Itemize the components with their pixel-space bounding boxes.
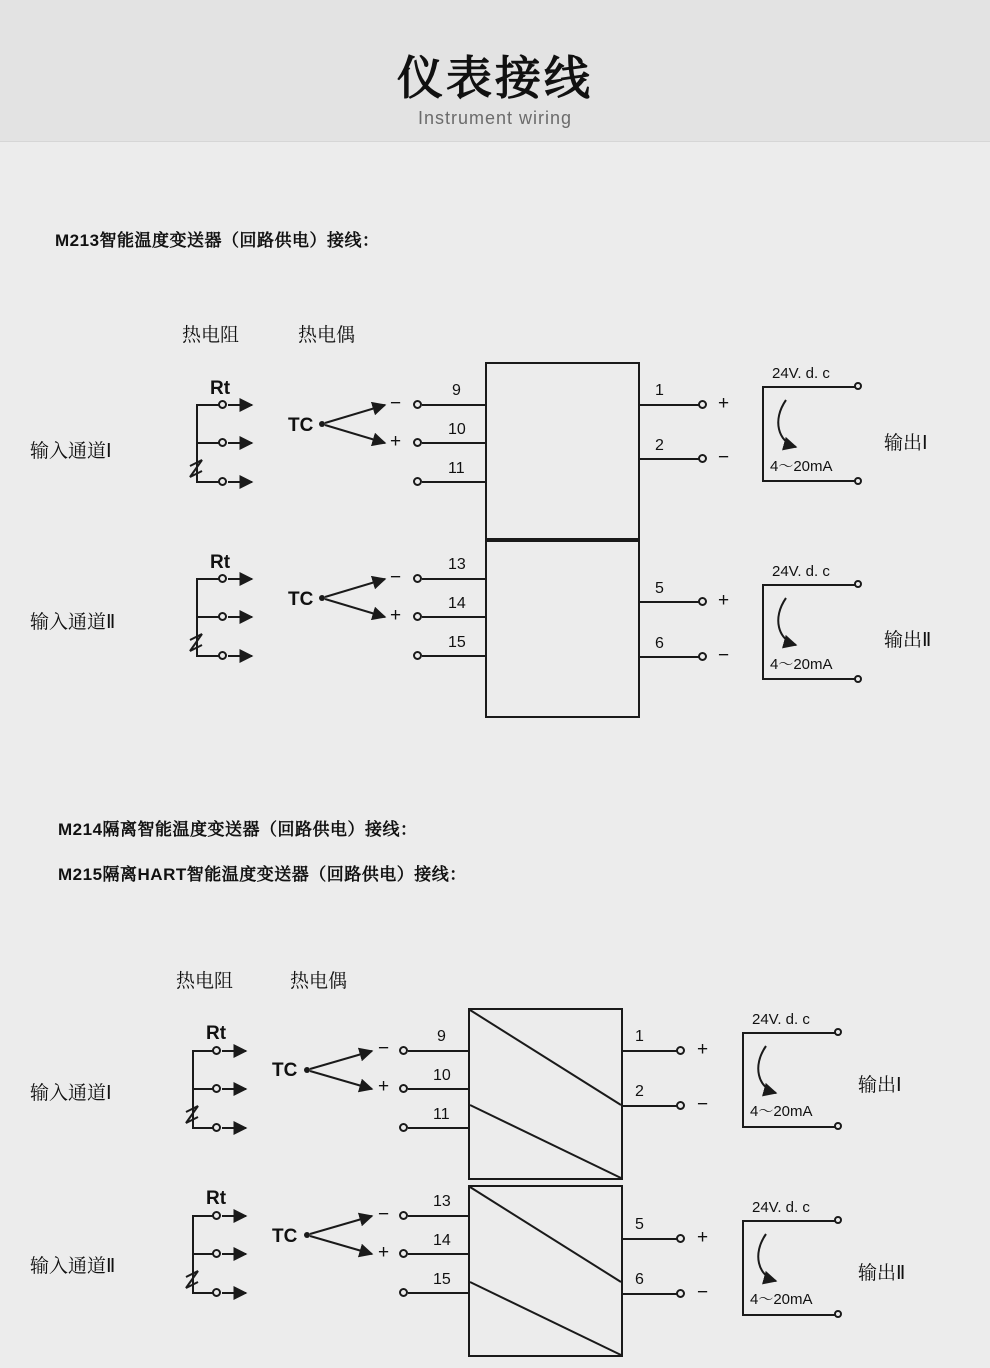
out-num-1-d2: 1 [635,1028,644,1045]
term-num-14-d1: 14 [448,595,466,612]
page-subtitle: Instrument wiring [417,108,573,128]
out-num-5-d2: 5 [635,1216,644,1233]
term-num-10-d2: 10 [433,1067,451,1084]
tc-heading-2: 热电偶 [290,971,348,992]
out-num-5-d1: 5 [655,580,664,597]
tc-minus-ch2-d1: − [390,567,402,588]
out-sign-plus-2-d2: + [697,1227,709,1248]
output-channel-2-label-d1: 输出Ⅱ [884,630,932,651]
rt-symbol-ch1-d1: Rt [210,378,231,399]
section-2-caption-1: M214隔离智能温度变送器（回路供电）接线： [58,820,418,839]
rtd-heading-2: 热电阻 [176,971,234,992]
tc-minus-ch1-d1: − [390,393,402,414]
section-2-caption-2: M215隔离HART智能温度变送器（回路供电）接线： [58,865,467,884]
supply-label-1-d1: 24V. d. c [772,365,830,382]
input-channel-1-label-d1: 输入通道Ⅰ [30,441,112,462]
output-channel-1-label-d1: 输出Ⅰ [884,433,928,454]
tc-plus-ch2-d2: + [378,1242,390,1263]
supply-label-2-d2: 24V. d. c [752,1199,810,1216]
term-num-9-d2: 9 [437,1028,446,1045]
tc-symbol-ch2-d1: TC [288,589,314,610]
tc-symbol-ch1-d1: TC [288,415,314,436]
tc-plus-ch1-d1: + [390,431,402,452]
out-sign-minus-1-d1: − [718,447,730,468]
out-sign-minus-1-d2: − [697,1094,709,1115]
term-num-11-d2: 11 [433,1106,450,1123]
input-channel-2-label-d1: 输入通道Ⅱ [30,612,116,633]
current-label-2-d2: 4～20mA [750,1291,813,1308]
out-sign-plus-2-d1: + [718,590,730,611]
tc-symbol-ch2-d2: TC [272,1226,298,1247]
out-sign-minus-2-d2: − [697,1282,709,1303]
out-num-1-d1: 1 [655,382,664,399]
out-sign-minus-2-d1: − [718,645,730,666]
tc-heading-1: 热电偶 [298,325,356,346]
section-1-caption: M213智能温度变送器（回路供电）接线： [55,231,380,250]
rt-symbol-ch2-d2: Rt [206,1188,227,1209]
output-channel-1-label-d2: 输出Ⅰ [858,1075,902,1096]
supply-label-2-d1: 24V. d. c [772,563,830,580]
tc-symbol-ch1-d2: TC [272,1060,298,1081]
rtd-heading-1: 热电阻 [182,325,240,346]
current-label-1-d1: 4～20mA [770,458,833,475]
current-label-2-d1: 4～20mA [770,656,833,673]
rt-symbol-ch2-d1: Rt [210,552,231,573]
out-sign-plus-1-d1: + [718,393,730,414]
out-num-2-d1: 2 [655,437,664,454]
out-num-6-d2: 6 [635,1271,644,1288]
output-channel-2-label-d2: 输出Ⅱ [858,1263,906,1284]
term-num-14-d2: 14 [433,1232,451,1249]
tc-minus-ch1-d2: − [378,1038,390,1059]
rt-symbol-ch1-d2: Rt [206,1023,227,1044]
current-label-1-d2: 4～20mA [750,1103,813,1120]
out-num-6-d1: 6 [655,635,664,652]
input-channel-2-label-d2: 输入通道Ⅱ [30,1256,116,1277]
supply-label-1-d2: 24V. d. c [752,1011,810,1028]
out-sign-plus-1-d2: + [697,1039,709,1060]
term-num-13-d2: 13 [433,1193,451,1210]
term-num-11-d1: 11 [448,460,465,477]
input-channel-1-label-d2: 输入通道Ⅰ [30,1083,112,1104]
out-num-2-d2: 2 [635,1083,644,1100]
term-num-15-d2: 15 [433,1271,451,1288]
tc-minus-ch2-d2: − [378,1204,390,1225]
term-num-9-d1: 9 [452,382,461,399]
term-num-13-d1: 13 [448,556,466,573]
tc-plus-ch2-d1: + [390,605,402,626]
term-num-10-d1: 10 [448,421,466,438]
term-num-15-d1: 15 [448,634,466,651]
tc-plus-ch1-d2: + [378,1076,390,1097]
page-title: 仪表接线 [397,52,593,104]
